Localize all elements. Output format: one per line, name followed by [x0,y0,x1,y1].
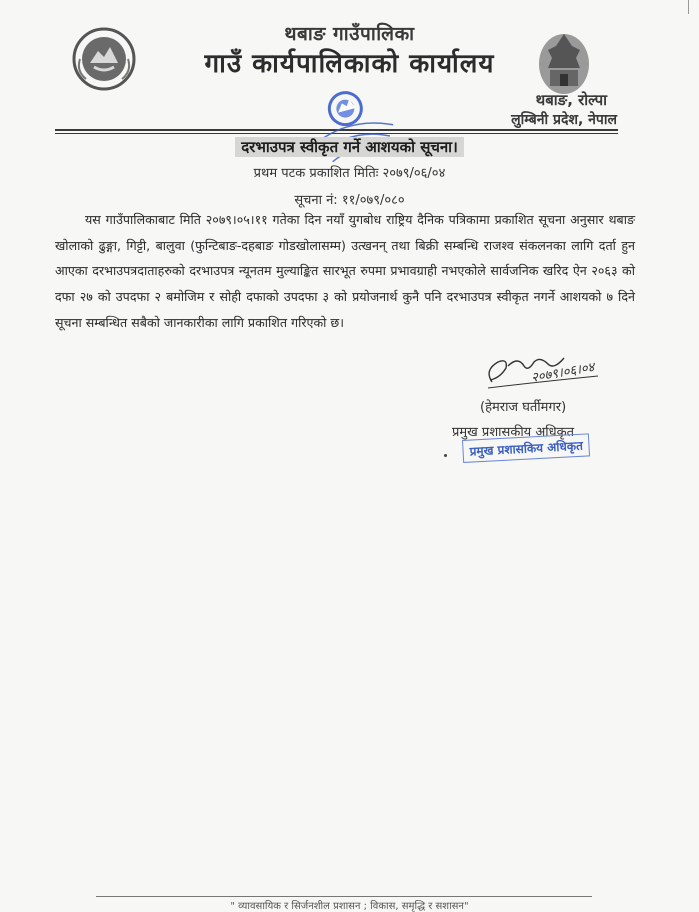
notice-paragraph: यस गाउँपालिकाबाट मिति २०७९।०५।११ गतेका दिन नयाँ युगबोध राष्ट्रिय दैनिक पत्रिकामा प्रकाशित सूचना अनुसार थबाङ खोलाको ढुङ्गा, गिट्टी, बालुवा (फुन्टिबाङ-दहबाङ गोडखोलासम्म) उत्खनन् तथा बिक्री सम्बन्धि राजश्व संकलनका लागि दर्ता हुन आएका दरभाउपत्रदाताहरुको दरभाउपत्र न्यूनतम मुल्याङ्कित सारभूत रुपमा प्रभावग्राही नभएकोले सार्वजनिक खरिद ऐन २०६३ को दफा २७ को उपदफा २ बमोजिम र सोही दफाको उपदफा ३ को प्रयोजनार्थ कुनै पनि दरभाउपत्र स्वीकृत नगर्ने आशयको ७ दिने सूचना सम्बन्धित सबैको जानकारीका लागि प्रकाशित गरिएको छ। [55,212,635,330]
notice-number: सूचना नं: ११/०७९/०८० [294,193,405,208]
address-line-1: थबाङ, रोल्पा [535,91,607,109]
notice-title [0,137,699,157]
stamp-text: प्रमुख प्रशासकिय अधिकृत [462,433,590,463]
signatory-title: प्रमुख प्रशासकीय अधिकृत [452,425,575,440]
address-line-2: लुम्बिनी प्रदेश, नेपाल [511,112,617,128]
signatory-name: (हेमराज घर्तीमगर) [480,400,567,415]
ink-dot [444,454,447,457]
handwritten-signature [478,352,628,398]
scan-edge-mark [688,0,689,14]
signature-date: २०७९।०६।०४ [530,360,596,386]
officer-stamp [462,440,602,468]
signature-scribble-icon [478,352,628,398]
notice-title-text: दरभाउपत्र स्वीकृत गर्ने आशयको सूचना। [235,137,464,157]
office-name: गाउँ कार्यपालिकाको कार्यालय [204,49,495,79]
rural-municipality-name: थबाङ गाउँपालिका [284,23,415,45]
temple-emblem-icon [536,28,592,96]
footer-divider [96,896,592,897]
notice-body [55,207,635,336]
footer-motto: " व्यावसायिक र सिर्जनशील प्रशासन ; विकास, समृद्धि र सशासन" [230,901,469,912]
published-date: प्रथम पटक प्रकाशित मितिः २०७९/०६/०४ [253,166,446,181]
